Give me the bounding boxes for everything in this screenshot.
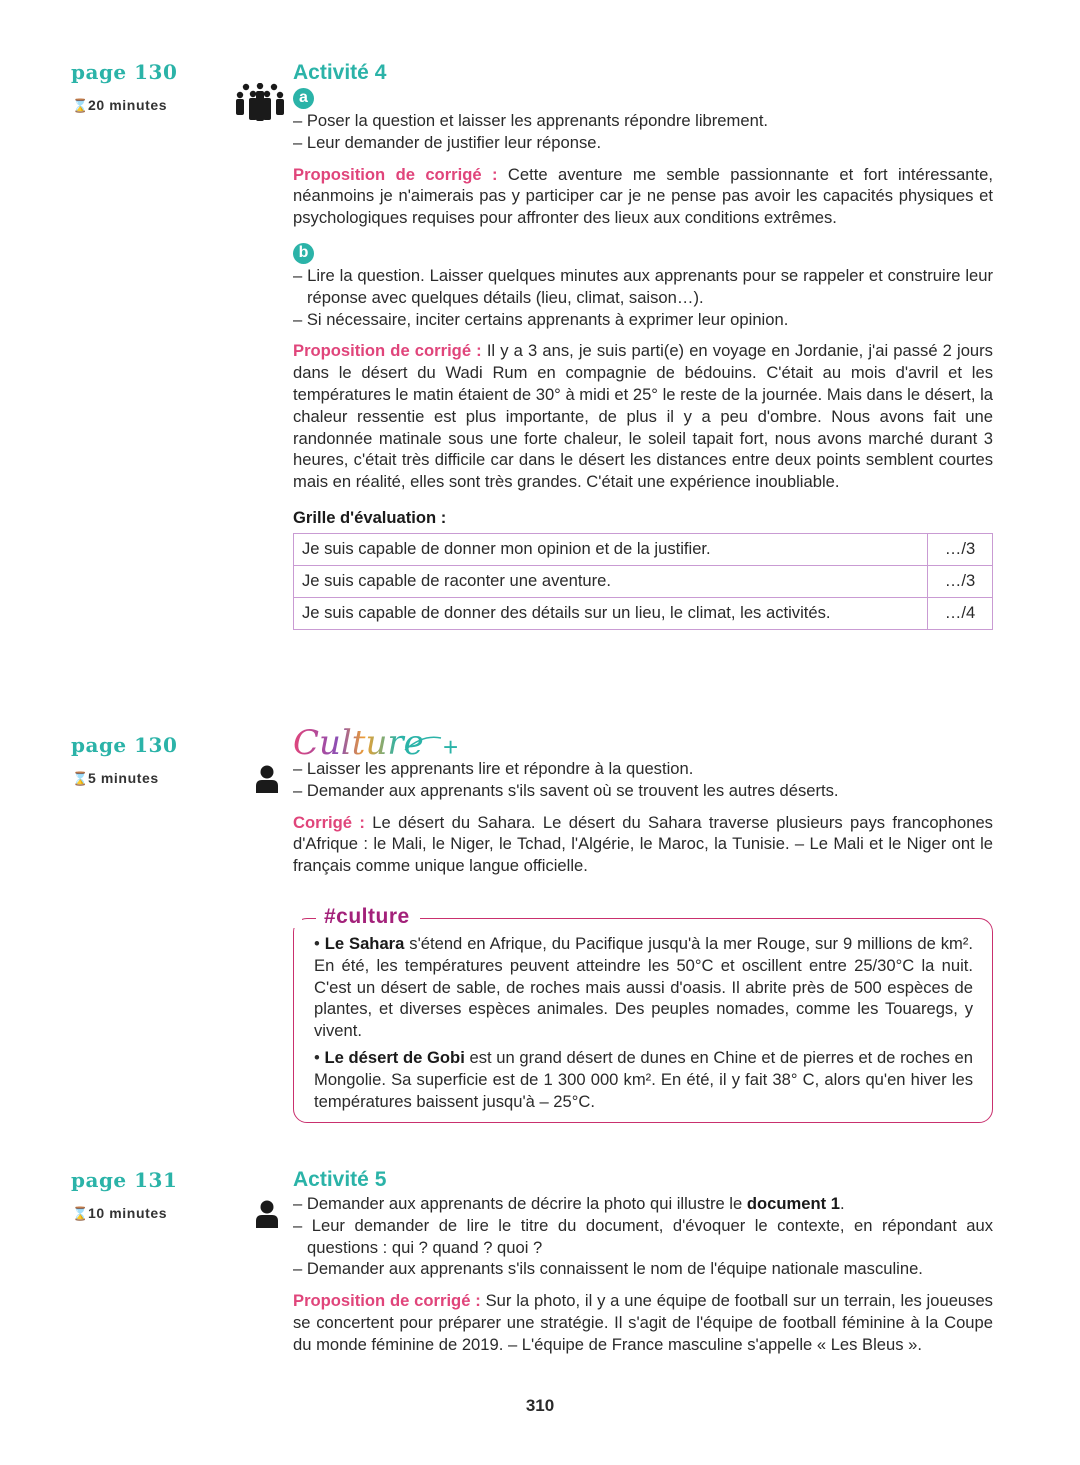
group-icon — [236, 83, 284, 123]
instruction: – Laisser les apprenants lire et répondre à la question. — [293, 759, 694, 778]
hourglass-icon: ⌛ — [72, 1206, 89, 1221]
page-reference: page 130 — [71, 60, 178, 84]
table-row: Je suis capable de donner mon opinion et de la justifier. …/3 — [294, 533, 993, 565]
evaluation-grid — [293, 533, 993, 630]
instruction: – Leur demander de lire le titre du document, d'évoquer le contexte, en répondant aux questions : qui ? quand ? quoi ? — [293, 1215, 993, 1257]
person-icon — [256, 1200, 278, 1228]
duration: ⌛5 minutes — [72, 770, 159, 786]
culture-box-title: #culture — [316, 905, 420, 929]
answer-paragraph: Proposition de corrigé : Cette aventure me semble passionnante et fort intéressante, néanmoins je n'aimerais pas y participer car je ne pense pas avoir les capacités physiques et psychologiques requises pour affronter des lieux aux conditions extrêmes. — [293, 164, 993, 228]
instruction: – Demander aux apprenants s'ils savent où se trouvent les autres déserts. — [293, 780, 839, 800]
culture-box — [293, 905, 993, 1123]
activity-title: Activité 4 — [293, 61, 387, 84]
page-reference: page 130 — [71, 733, 178, 757]
duration: ⌛10 minutes — [72, 1205, 168, 1221]
svg-text:Culture: Culture — [293, 723, 424, 762]
duration: ⌛20 minutes — [72, 97, 168, 113]
person-icon — [256, 765, 278, 793]
page-number: 310 — [525, 1396, 555, 1415]
grid-title: Grille d'évaluation : — [293, 507, 447, 527]
instruction: – Demander aux apprenants de décrire la photo qui illustre le document 1. — [293, 1194, 845, 1213]
culture-plus-logo-graphic — [293, 722, 473, 762]
page-reference: page 131 — [71, 1168, 178, 1192]
table-row: Je suis capable de raconter une aventure. …/3 — [294, 565, 993, 597]
culture-item: • Le désert de Gobi est un grand désert de dunes en Chine et de pierres et de roches en Mongolie. Sa superficie est de 1 300 000 km². En été, il y fait 38° C, alors qu'en hiver les températures baissent jusqu'à – 25°C. — [314, 1047, 974, 1111]
table-row: Je suis capable de donner des détails sur un lieu, le climat, les activités. …/4 — [294, 597, 993, 629]
instruction: – Lire la question. Laisser quelques minutes aux apprenants pour se rappeler et construire leur réponse avec quelques détails (lieu, climat, saison…). — [293, 265, 993, 307]
instruction: – Si nécessaire, inciter certains apprenants à exprimer leur opinion. — [293, 309, 789, 329]
badge-a: a — [293, 88, 314, 109]
instruction: – Poser la question et laisser les apprenants répondre librement. — [293, 111, 769, 130]
svg-text:+: + — [443, 732, 459, 762]
answer-paragraph: Proposition de corrigé : Il y a 3 ans, je suis parti(e) en voyage en Jordanie, j'ai passé 2 jours dans le désert du Wadi Rum en compagnie de bédouins. C'était au mois d'avril et les températures le matin étaient de 30° à midi et 25° le reste de la journée. Mais dans le désert, la chaleur ressentie est plus importante, de plus il y a peu d'ombre. Nous avons fait une randonnée matinale sous une forte chaleur, le soleil tapait fort, nous avons marché durant 3 heures, c'était très difficile car dans le désert les distances entre deux points semblent courtes mais en réalité, elles sont très grandes. C'était une expérience inoubliable. — [293, 341, 993, 492]
badge-b: b — [293, 243, 314, 264]
answer-paragraph: Corrigé : Le désert du Sahara. Le désert du Sahara traverse plusieurs pays francophones d'Afrique : le Mali, le Niger, le Tchad, l'Algérie, le Maroc, la Tunisie. – Le Mali et le Niger ont le français comme unique langue officielle. — [293, 812, 993, 876]
instruction: – Demander aux apprenants s'ils connaissent le nom de l'équipe nationale masculine. — [293, 1259, 923, 1279]
hourglass-icon: ⌛ — [72, 98, 89, 113]
answer-paragraph: Proposition de corrigé : Sur la photo, il y a une équipe de football sur un terrain, les joueuses se concertent pour préparer une stratégie. Il s'agit de l'équipe de football féminine à la Coupe du monde féminine de 2019. – L'équipe de France masculine s'appelle « Les Bleus ». — [293, 1291, 993, 1354]
culture-plus-logo — [293, 722, 993, 762]
activity-title: Activité 5 — [293, 1168, 387, 1191]
instruction: – Leur demander de justifier leur réponse. — [293, 132, 602, 152]
culture-item: • Le Sahara s'étend en Afrique, du Pacifique jusqu'à la mer Rouge, sur 9 millions de km². En été, les températures peuvent atteindre les 50°C et oscillent entre 25/30°C la nuit. C'est un désert de sable, de roches mais aussi d'oasis. Il abrite près de 500 espèces de plantes, et diverses espèces animales. Des peuples nomades, comme les Touaregs, y vivent. — [314, 934, 974, 1041]
hourglass-icon: ⌛ — [72, 771, 89, 786]
